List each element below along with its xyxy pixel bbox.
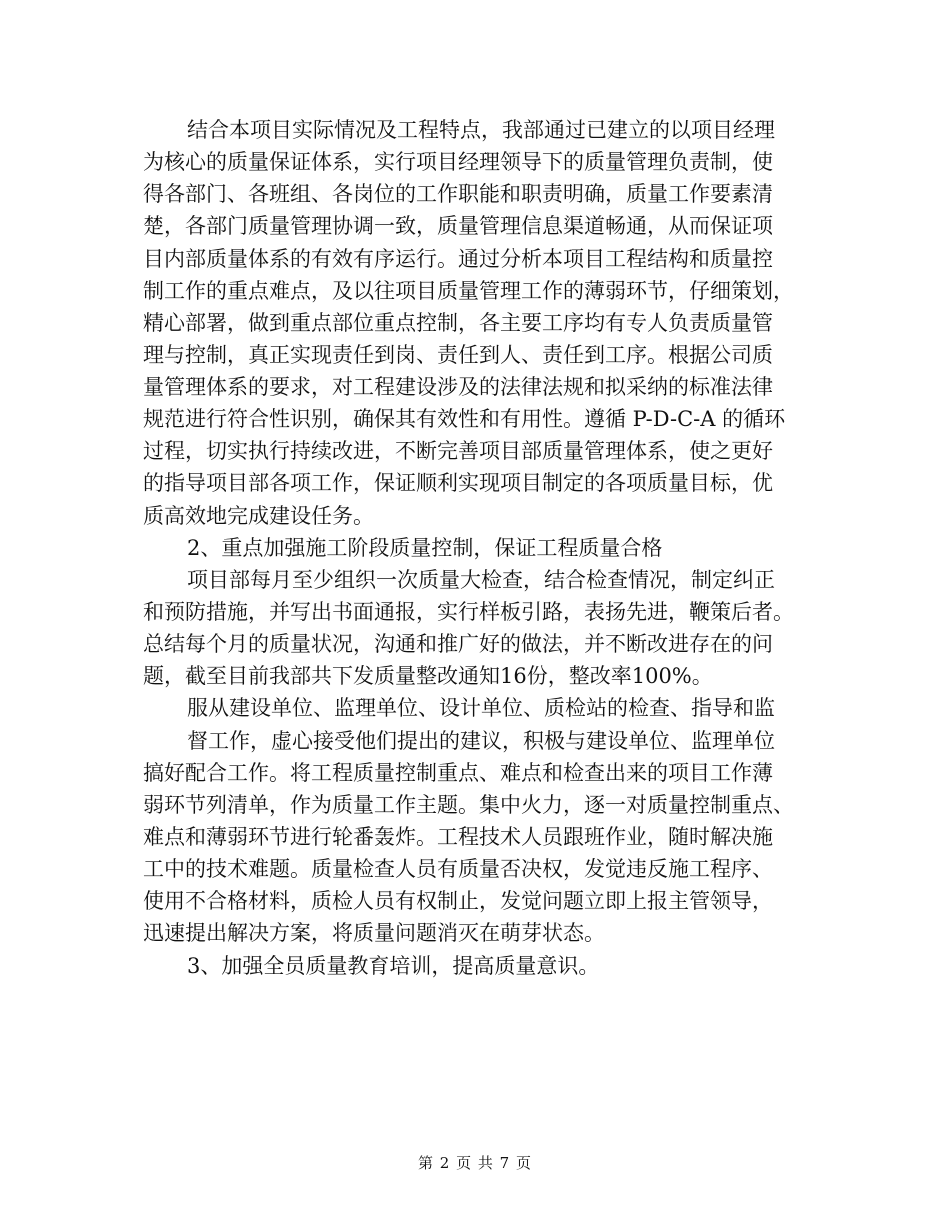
- body-line: 量管理体系的要求，对工程建设涉及的法律法规和拟采纳的标准法律: [143, 375, 773, 399]
- body-line: 难点和薄弱环节进行轮番轰炸。工程技术人员跟班作业，随时解决施: [143, 825, 773, 849]
- body-line: 和预防措施，并写出书面通报，实行样板引路，表扬先进，鞭策后者。: [143, 600, 794, 624]
- body-line: 总结每个月的质量状况，沟通和推广好的做法，并不断改进存在的问: [143, 632, 773, 656]
- body-line: 理与控制，真正实现责任到岗、责任到人、责任到工序。根据公司质: [143, 343, 773, 367]
- body-line: 规范进行符合性识别，确保其有效性和有用性。遵循 P-D-C-A 的循环: [143, 407, 786, 431]
- body-line: 质高效地完成建设任务。: [143, 504, 374, 528]
- body-line: 迅速提出解决方案，将质量问题消灭在萌芽状态。: [143, 921, 605, 945]
- body-line: 得各部门、各班组、各岗位的工作职能和职责明确，质量工作要素清: [143, 182, 773, 206]
- body-line: 督工作，虚心接受他们提出的建议，积极与建设单位、监理单位: [187, 729, 775, 753]
- body-line: 过程，切实执行持续改进，不断完善项目部质量管理体系，使之更好: [143, 439, 773, 463]
- body-line: 的指导项目部各项工作，保证顺利实现项目制定的各项质量目标，优: [143, 471, 773, 495]
- body-line: 为核心的质量保证体系，实行项目经理领导下的质量管理负责制，使: [143, 150, 773, 174]
- body-line: 搞好配合工作。将工程质量控制重点、难点和检查出来的项目工作薄: [143, 761, 773, 785]
- body-line: 使用不合格材料，质检人员有权制止，发觉问题立即上报主管领导，: [143, 889, 773, 913]
- section-heading: 2、重点加强施工阶段质量控制，保证工程质量合格: [187, 536, 663, 560]
- body-line: 题，截至目前我部共下发质量整改通知16份，整改率100%。: [143, 664, 713, 688]
- body-line: 工中的技术难题。质量检查人员有质量否决权，发觉违反施工程序、: [143, 857, 773, 881]
- page-footer: 第 2 页 共 7 页: [418, 1154, 532, 1172]
- body-line: 项目部每月至少组织一次质量大检查，结合检查情况，制定纠正: [187, 568, 775, 592]
- body-line: 目内部质量体系的有效有序运行。通过分析本项目工程结构和质量控: [143, 247, 773, 271]
- body-line: 制工作的重点难点，及以往项目质量管理工作的薄弱环节，仔细策划，: [143, 279, 794, 303]
- body-line: 弱环节列清单，作为质量工作主题。集中火力，逐一对质量控制重点、: [143, 793, 794, 817]
- body-line: 结合本项目实际情况及工程特点，我部通过已建立的以项目经理: [187, 118, 775, 142]
- section-heading: 3、加强全员质量教育培训，提高质量意识。: [187, 954, 600, 978]
- body-line: 楚，各部门质量管理协调一致，质量管理信息渠道畅通，从而保证项: [143, 214, 773, 238]
- body-line: 精心部署，做到重点部位重点控制，各主要工序均有专人负责质量管: [143, 311, 773, 335]
- body-line: 服从建设单位、监理单位、设计单位、质检站的检查、指导和监: [187, 696, 775, 720]
